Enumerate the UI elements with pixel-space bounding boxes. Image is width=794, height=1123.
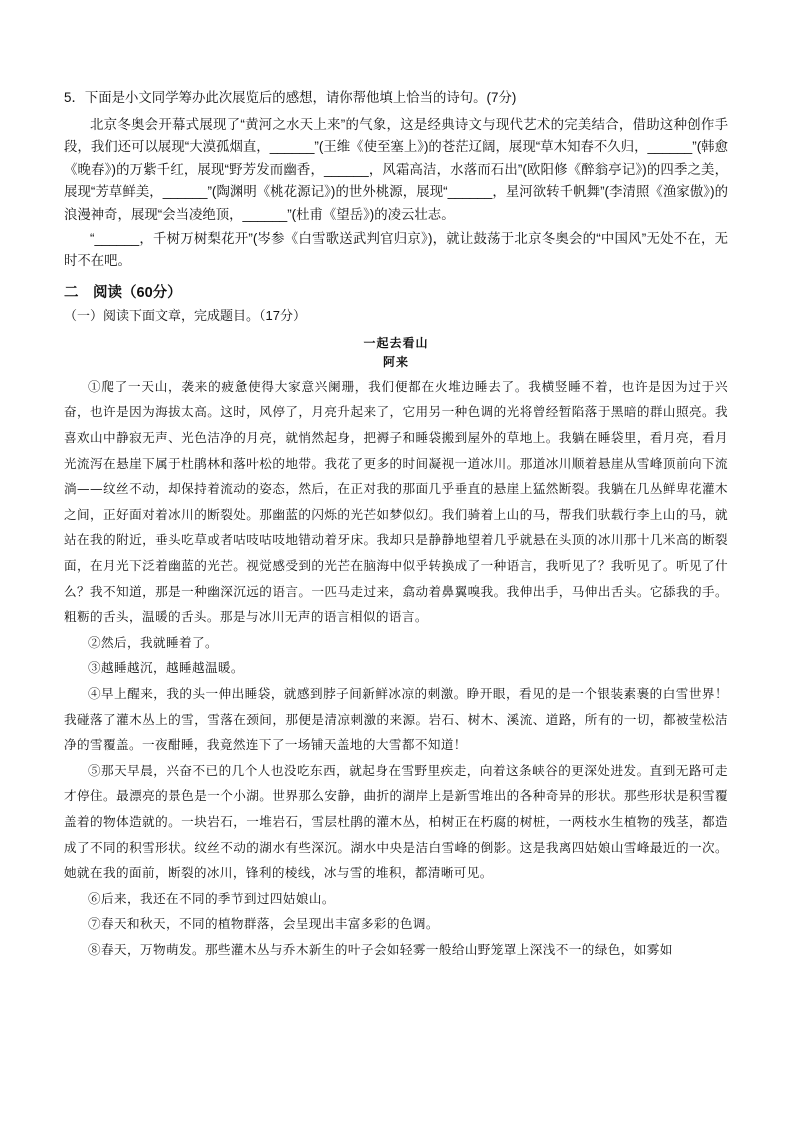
section-2-title: 二 阅读（60分） [64,284,182,301]
article-body [64,374,728,963]
article-author: 阿来 [382,354,409,369]
article-paragraph: ②然后，我就睡着了。 [88,634,218,650]
article-paragraph: ③越睡越沉，越睡越温暖。 [88,660,244,676]
article-paragraph: ④早上醒来，我的头一伸出睡袋，就感到脖子间新鲜冰凉的刺激。睁开眼，看见的是一个银装素裹的白雪世界！我碰落了灌木丛上的雪，雪落在颈间，那便是清凉刺激的来源。岩石、树木、溪流、道路，所有的一切，都被莹松洁净的雪覆盖。一夜酣睡，我竟然连下了一场铺天盖地的大雪都不知道！ [64,685,728,753]
section-2-subtitle: （一）阅读下面文章，完成题目。（17分） [64,307,306,323]
question-5-paragraph-1: 北京冬奥会开幕式展现了“黄河之水天上来”的气象，这是经典诗文与现代艺术的完美结合，借助这种创作手段，我们还可以展现“大漠孤烟直，______”(王维《使至塞上》)的苍茫辽阔，展现“草木知春不久归，______”(韩愈《晚春》)的万紫千红，展现“野芳发而幽香，______，风霜高洁，水落而石出”(欧阳修《醉翁亭记》)的四季之美，展现“芳草鲜美，______”(陶渊明《桃花源记》)的世外桃源，展现“______，星河欲转千帆舞”(李清照《渔家傲》)的浪漫神奇，展现“会当凌绝顶，______”(杜甫《望岳》)的凌云壮志。 [64,117,728,222]
question-5-heading: 5．下面是小文同学筹办此次展览后的感想，请你帮他填上恰当的诗句。(7分) [64,90,517,105]
article-paragraph: ⑧春天，万物萌发。那些灌木丛与乔木新生的叶子会如轻雾一般给山野笼罩上深浅不一的绿色，如雾如 [88,941,673,957]
article-paragraph: ⑤那天早晨，兴奋不已的几个人也没吃东西，就起身在雪野里疾走，向着这条峡谷的更深处进发。直到无路可走才停住。最漂亮的景色是一个小湖。世界那么安静，曲折的湖岸上是新雪堆出的各种奇异的形状。那些形状是积雪覆盖着的物体造就的。一块岩石，一堆岩石，雪层杜鹃的灌木丛，柏树正在朽腐的树桩，一两枝水生植物的残茎，都造成了不同的积雪形状。纹丝不动的湖水有些深沉。湖水中央是洁白雪峰的倒影。这是我离四姑娘山雪峰最近的一次。她就在我的面前，断裂的冰川，锋利的棱线，冰与雪的堆积，都清晰可见。 [64,762,728,881]
article-paragraph: ⑦春天和秋天，不同的植物群落，会呈现出丰富多彩的色调。 [88,916,439,932]
article-title: 一起去看山 [363,335,429,350]
question-5-body [64,114,728,273]
question-5-paragraph-2: “______，千树万树梨花开”(岑参《白雪歌送武判官归京》)，就让鼓荡于北京冬奥会的“中国风”无处不在，无时不在吧。 [64,231,728,269]
article-paragraph: ①爬了一天山，袭来的疲惫使得大家意兴阑珊，我们便都在火堆边睡去了。我横竖睡不着，也许是因为过于兴奋，也许是因为海拔太高。这时，风停了，月亮升起来了，它用另一种色调的光将曾经暂陷落于黑暗的群山照亮。我喜欢山中静寂无声、光色洁净的月亮，就悄然起身，把褥子和睡袋搬到屋外的草地上。我躺在睡袋里，看月亮，看月光流泻在悬崖下属于杜鹃林和落叶松的地带。我花了更多的时间凝视一道冰川。那道冰川顺着悬崖从雪峰顶前向下流淌——纹丝不动，却保持着流动的姿态，然后，在正对我的那面几乎垂直的悬崖上猛然断裂。我躺在几丛鲜卑花灌木之间，正好面对着冰川的断裂处。那幽蓝的闪烁的光芒如梦似幻。我们骑着上山的马，帮我们驮载行李上山的马，就站在我的附近，垂头吃草或者咕吱咕吱地错动着牙床。我却只是静静地望着几乎就悬在头顶的冰川那十几米高的断裂面，在月光下泛着幽蓝的光芒。视觉感受到的光芒在脑海中似乎转换成了一种语言，我听见了？我听见了。听见了什么？我不知道，那是一种幽深沉远的语言。一匹马走过来，翕动着鼻翼嗅我。我伸出手，马伸出舌头。它舔我的手。粗粝的舌头，温暖的舌头。那是与冰川无声的语言相似的语言。 [64,378,728,625]
article-paragraph: ⑥后来，我还在不同的季节到过四姑娘山。 [88,890,335,906]
